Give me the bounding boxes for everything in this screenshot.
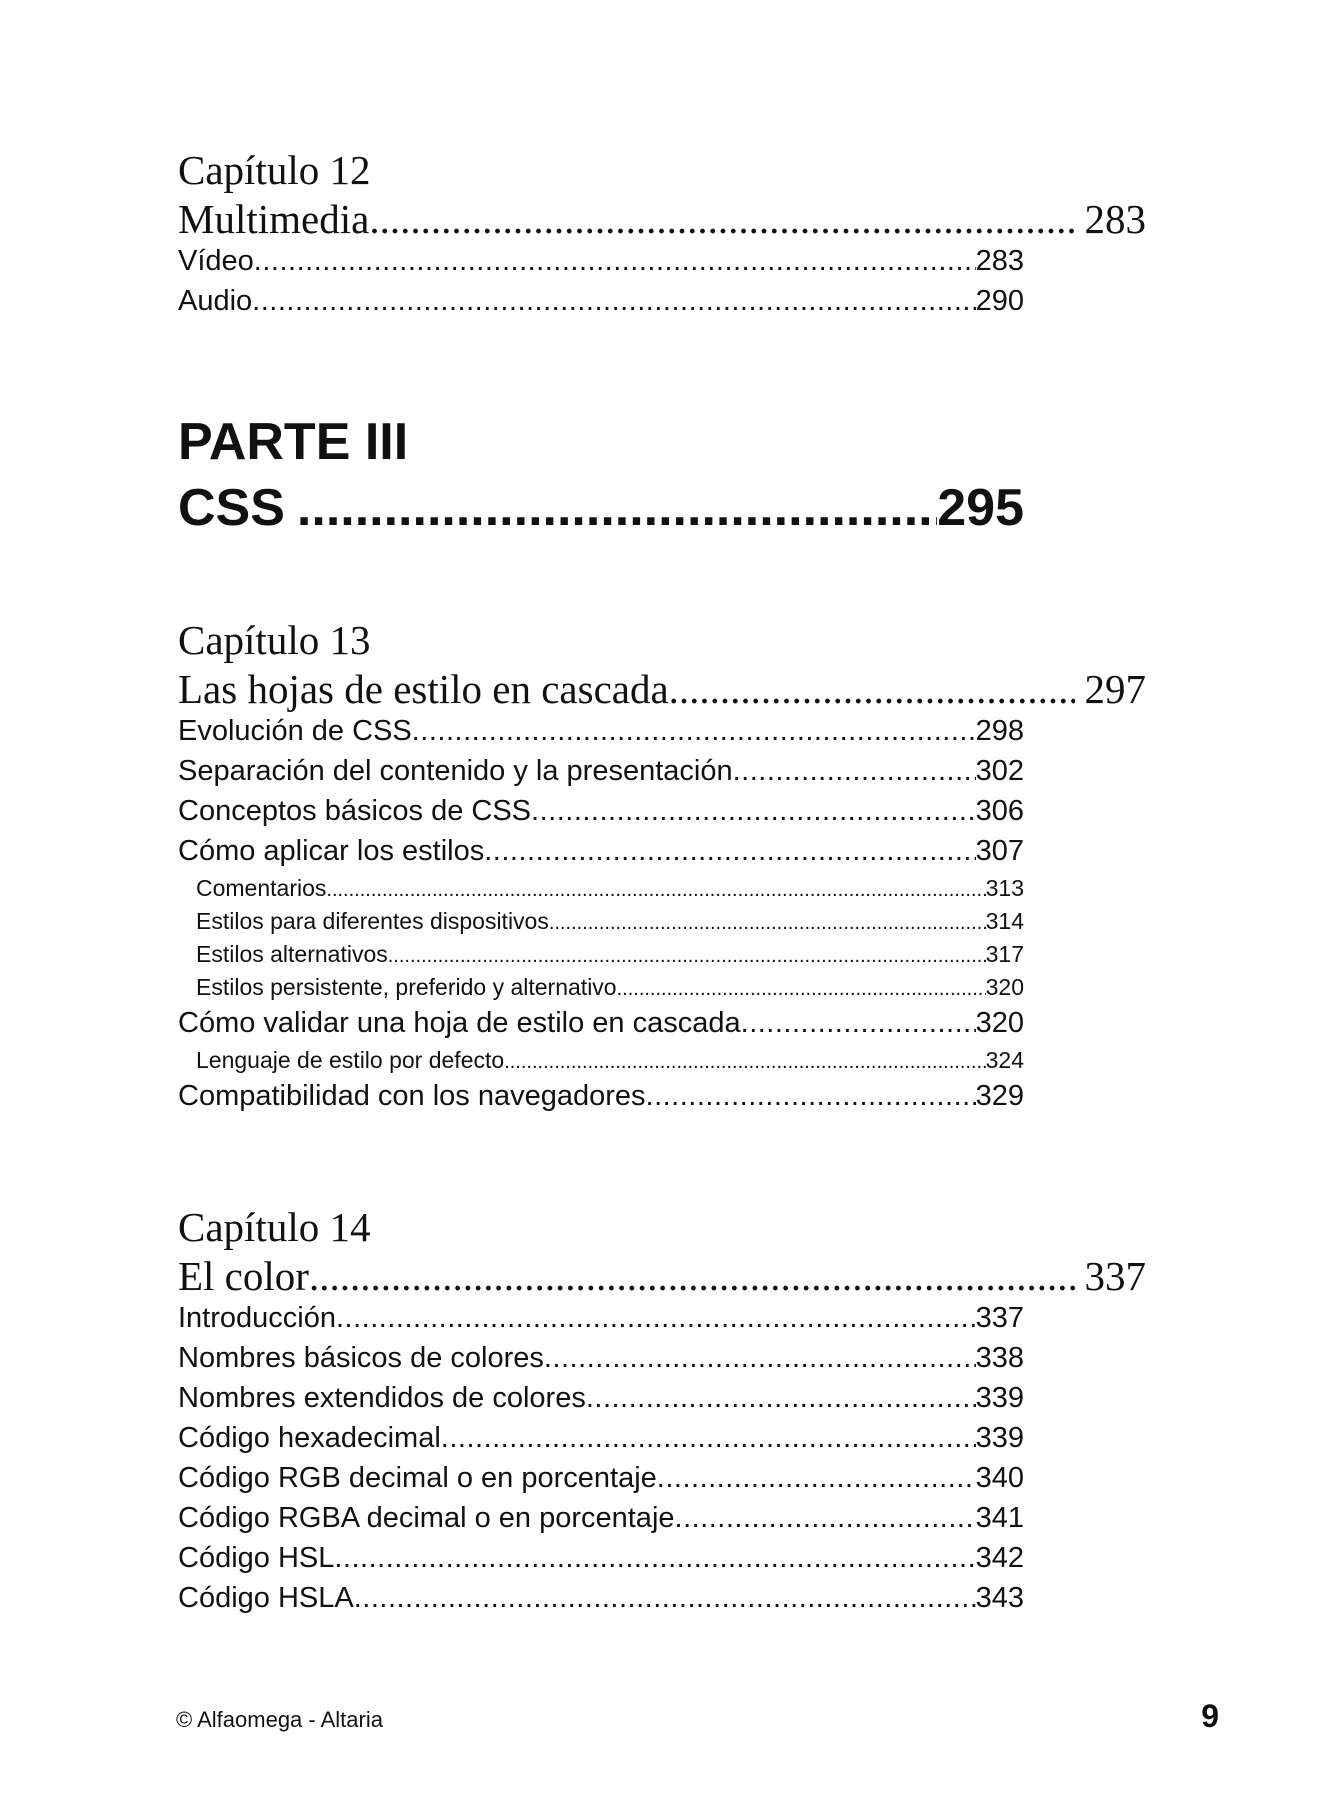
dot-leader [309, 1253, 1075, 1299]
dot-leader [544, 1341, 976, 1375]
toc-entry-text: Evolución de CSS [178, 715, 412, 747]
toc-entry [178, 1006, 1024, 1046]
toc-entry-text: Audio [178, 285, 253, 317]
chapter-12-section [178, 148, 1146, 324]
footer-publisher: © Alfaomega - Altaria [176, 1707, 383, 1732]
toc-entry [178, 1301, 1024, 1341]
toc-entry-page: 320 [975, 1007, 1024, 1039]
dot-leader [549, 909, 986, 937]
dot-leader [336, 1301, 976, 1335]
toc-subentry-page: 320 [985, 974, 1024, 1000]
toc-entry-text: Código HSLA [178, 1582, 354, 1614]
dot-leader [334, 1541, 975, 1575]
dot-leader [504, 1048, 985, 1076]
toc-entry [178, 1501, 1024, 1541]
toc-subentry-text: Estilos para diferentes dispositivos [196, 908, 549, 934]
dot-leader [388, 942, 986, 970]
dot-leader [675, 1501, 976, 1535]
toc-entry-text: Nombres básicos de colores [178, 1342, 544, 1374]
chapter-12-title: Multimedia [178, 196, 370, 242]
toc-entry-page: 307 [975, 835, 1024, 867]
toc-subentry [196, 973, 1024, 1006]
toc-entry-text: Nombres extendidos de colores [178, 1382, 586, 1414]
footer-page-number: 9 [1201, 1698, 1219, 1734]
dot-leader [733, 754, 976, 788]
toc-entry-page: 283 [975, 245, 1024, 277]
toc-entry [178, 284, 1024, 324]
toc-entry [178, 1079, 1024, 1119]
dot-leader [646, 1079, 976, 1113]
toc-entry [178, 794, 1024, 834]
toc-entry-text: Vídeo [178, 245, 254, 277]
toc-entry [178, 1541, 1024, 1581]
dot-leader [617, 975, 986, 1003]
chapter-12-title-row [178, 196, 1146, 244]
toc-entry-page: 306 [975, 795, 1024, 827]
chapter-14-title-row [178, 1253, 1146, 1301]
toc-entry-page: 343 [975, 1582, 1024, 1614]
toc-entry-text: Código RGBA decimal o en porcentaje [178, 1502, 675, 1534]
toc-entry-page: 338 [975, 1342, 1024, 1374]
toc-entry-text: Código HSL [178, 1542, 335, 1574]
toc-subentry-text: Estilos persistente, preferido y alternativo [196, 974, 617, 1000]
dot-leader [531, 794, 976, 828]
part-3-section [178, 412, 1024, 544]
toc-entry [178, 1341, 1024, 1381]
chapter-14-section [178, 1205, 1146, 1621]
part-3-label: PARTE III [178, 413, 409, 471]
dot-leader [412, 714, 976, 748]
toc-entry-text: Compatibilidad con los navegadores [178, 1080, 646, 1112]
toc-entry [178, 1421, 1024, 1461]
chapter-13-title-row [178, 666, 1146, 714]
toc-entry-text: Separación del contenido y la presentación [178, 755, 733, 787]
toc-entry [178, 754, 1024, 794]
toc-entry-page: 341 [975, 1502, 1024, 1534]
toc-subentry-text: Lenguaje de estilo por defecto [196, 1047, 505, 1073]
toc-entry-page: 290 [975, 285, 1024, 317]
toc-subentry-page: 313 [985, 875, 1024, 901]
chapter-13-title: Las hojas de estilo en cascada [178, 666, 669, 712]
dot-leader [657, 1461, 976, 1495]
toc-entry-text: Código RGB decimal o en porcentaje [178, 1462, 657, 1494]
toc-subentry-text: Estilos alternativos [196, 941, 388, 967]
toc-entry-page: 329 [975, 1080, 1024, 1112]
toc-entry-page: 302 [975, 755, 1024, 787]
toc-entry-text: Introducción [178, 1302, 336, 1334]
dot-leader [354, 1581, 976, 1615]
toc-entry-text: Conceptos básicos de CSS [178, 795, 532, 827]
part-3-title-row [178, 478, 1024, 544]
toc-entry-page: 298 [975, 715, 1024, 747]
dot-leader [484, 834, 975, 868]
toc-subentry [196, 907, 1024, 940]
dot-leader [586, 1381, 976, 1415]
dot-leader [254, 244, 976, 278]
toc-entry [178, 714, 1024, 754]
toc-entry-text: Cómo validar una hoja de estilo en cascada [178, 1007, 741, 1039]
dot-leader [741, 1006, 976, 1040]
dot-leader [441, 1421, 976, 1455]
chapter-14-title: El color [178, 1253, 309, 1299]
toc-subentry-page: 314 [985, 908, 1024, 934]
toc-entry [178, 1581, 1024, 1621]
toc-entry-page: 339 [975, 1382, 1024, 1414]
toc-subentry-page: 317 [985, 941, 1024, 967]
toc-entry [178, 1381, 1024, 1421]
chapter-12-label: Capítulo 12 [178, 147, 371, 193]
toc-entry-text: Código hexadecimal [178, 1422, 441, 1454]
toc-subentry [196, 940, 1024, 973]
dot-leader [297, 478, 937, 538]
chapter-12-page: 283 [1084, 196, 1146, 242]
part-3-title: CSS [178, 479, 285, 537]
chapter-13-label: Capítulo 13 [178, 617, 371, 663]
chapter-14-page: 337 [1084, 1253, 1146, 1299]
toc-entry [178, 834, 1024, 874]
toc-entry [178, 1461, 1024, 1501]
dot-leader [252, 284, 975, 318]
chapter-13-section [178, 618, 1146, 1119]
toc-subentry-page: 324 [985, 1047, 1024, 1073]
toc-subentry [196, 1046, 1024, 1079]
toc-entry-text: Cómo aplicar los estilos [178, 835, 485, 867]
dot-leader [669, 666, 1075, 712]
toc-entry-page: 342 [975, 1542, 1024, 1574]
toc-subentry [196, 874, 1024, 907]
part-3-page: 295 [937, 479, 1024, 537]
toc-subentry-text: Comentarios [196, 875, 327, 901]
toc-entry-page: 340 [975, 1462, 1024, 1494]
toc-entry-page: 339 [975, 1422, 1024, 1454]
toc-entry [178, 244, 1024, 284]
chapter-14-label: Capítulo 14 [178, 1204, 371, 1250]
toc-entry-page: 337 [975, 1302, 1024, 1334]
dot-leader [369, 196, 1074, 242]
chapter-13-page: 297 [1084, 666, 1146, 712]
dot-leader [326, 876, 985, 904]
